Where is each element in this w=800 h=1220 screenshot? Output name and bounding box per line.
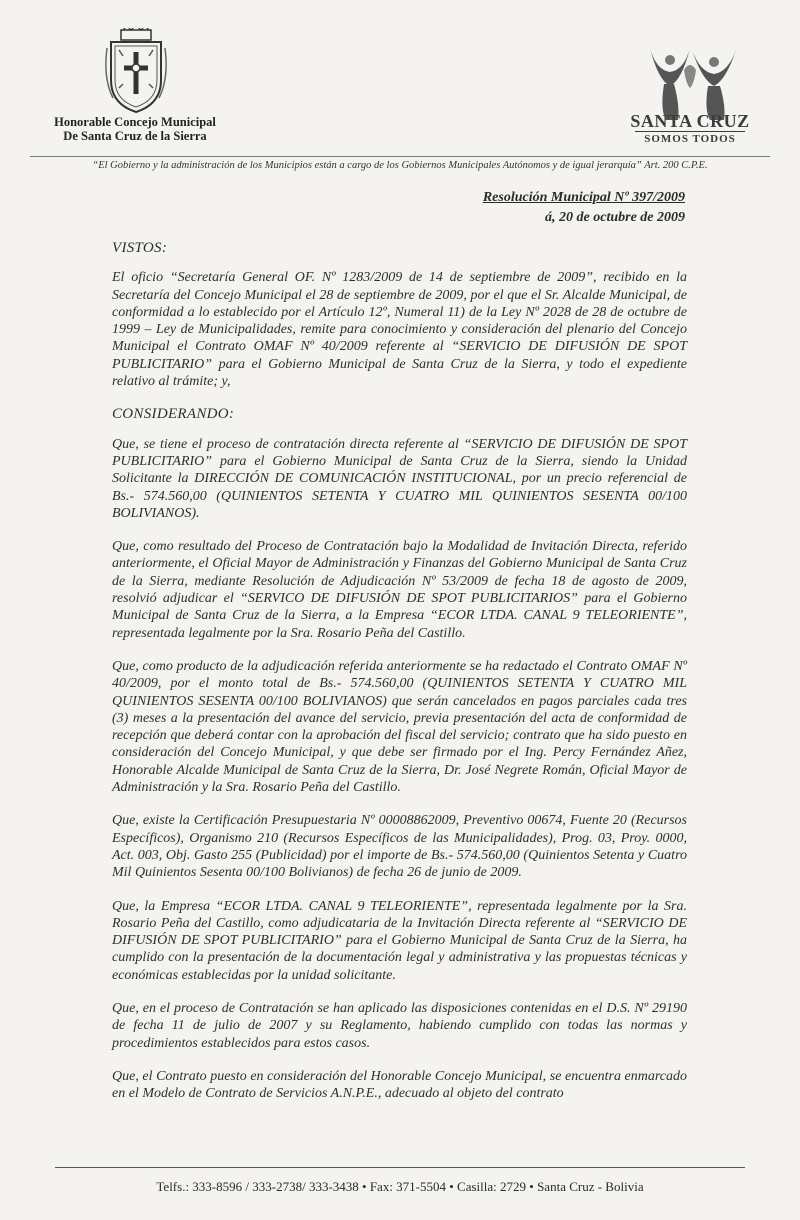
considerando-paragraph: Que, la Empresa “ECOR LTDA. CANAL 9 TELEORIENTE”, representada legalmente por la Sra. Rosario Peña del Castillo, como adjudicataria de la Invitación Directa referente al “SERVICIO DE DIFUSIÓN DE SPOT PUBLICITARIO” para el Gobierno Municipal de Santa Cruz de la Sierra, ha cumplido con la presentación de la documentación legal y administrativa y las propuestas técnicas y económicas establecidas por la unidad solicitante. xyxy=(112,898,687,983)
considerando-paragraph: Que, el Contrato puesto en consideración del Honorable Concejo Municipal, se encuentra enmarcado en el Modelo de Contrato de Servicios A.N.P.E., adecuado al objeto del contrato xyxy=(112,1068,687,1102)
vistos-paragraph: El oficio “Secretaría General OF. Nº 1283/2009 de 14 de septiembre de 2009”, recibido en la Secretaría del Concejo Municipal el 28 de septiembre de 2009, por el que el Sr. Alcalde Municipal, de conformidad a lo establecido por el Artículo 12º, Numeral 11) de la Ley Nº 2028 de 28 de octubre de 1999 – Ley de Municipalidades, remite para conocimiento y consideración del plenario del Concejo Municipal el Contrato OMAF Nº 40/2009 referente al “SERVICIO DE DIFUSIÓN DE SPOT PUBLICITARIO” para el Gobierno Municipal de Santa Cruz de la Sierra, y todo el expediente relativo al trámite; y, xyxy=(112,270,687,390)
footer-contact: Telfs.: 333-8596 / 333-2738/ 333-3438 • Fax: 371-5504 • Casilla: 2729 • Santa Cruz - Bolivia xyxy=(156,1179,644,1194)
logo-name: SANTA CRUZ xyxy=(630,111,750,131)
considerando-paragraph: Que, en el proceso de Contratación se han aplicado las disposiciones contenidas en el D.S. Nº 29190 de fecha 11 de julio de 2007 y su Reglamento, habiendo cumplido con todas las normas y procedimientos establecidos para estos casos. xyxy=(112,1000,687,1051)
vistos-heading: VISTOS: xyxy=(112,240,168,256)
resolution-number: Resolución Municipal Nº 397/2009 xyxy=(482,190,685,205)
santa-cruz-logo-text xyxy=(600,112,780,145)
considerando-heading: CONSIDERANDO: xyxy=(112,406,235,423)
logo-divider xyxy=(635,131,745,132)
considerando-paragraph: Que, como resultado del Proceso de Contratación bajo la Modalidad de Invitación Directa, referido anteriormente, el Oficial Mayor de Administración y Finanzas del Gobierno Municipal de Santa Cruz de la Sierra, mediante Resolución de Adjudicación Nº 53/2009 de fecha 18 de agosto de 2009, resolvió adjudicar el “SERVICO DE DIFUSIÓN DE SPOT PUBLICITARIOS” para el Gobierno Municipal de Santa Cruz de la Sierra, a la Empresa “ECOR LTDA. CANAL 9 TELEORIENTE”, representada legalmente por la Sra. Rosario Peña del Castillo. xyxy=(112,539,687,641)
constitution-quote: “El Gobierno y la administración de los Municipios están a cargo de los Gobiernos Municipales Autónomos y de igual jerarquía” Art. 200 C.P.E. xyxy=(92,160,708,171)
footer-divider xyxy=(55,1167,745,1168)
considerando-paragraph: Que, existe la Certificación Presupuestaria Nº 00008862009, Preventivo 00674, Fuente 20 (Recursos Específicos), Organismo 210 (Recursos Específicos de las Municipalidades), Prog. 03, Proy. 0000, Act. 003, Obj. Gasto 255 (Publicidad) por el importe de Bs.- 574.560,00 (Quinientos Setenta y Cuatro Mil Quinientos Sesenta 00/100 Bolivianos) de fecha 26 de junio de 2009. xyxy=(112,813,687,881)
council-name xyxy=(40,115,230,143)
santa-cruz-logo-icon xyxy=(630,40,750,120)
considerando-paragraph: Que, se tiene el proceso de contratación directa referente al “SERVICIO DE DIFUSIÓN DE SPOT PUBLICITARIO” para el Gobierno Municipal de Santa Cruz de la Sierra, siendo la Unidad Solicitante la DIRECCIÓN DE COMUNICACIÓN INSTITUCIONAL, por un precio referencial de Bs.- 574.560,00 (QUINIENTOS SETENTA Y CUATRO MIL QUINIENTOS SESENTA 00/100 BOLIVIANOS). xyxy=(112,436,687,521)
logo-tagline: SOMOS TODOS xyxy=(644,133,736,145)
council-name-line1: Honorable Concejo Municipal xyxy=(54,115,216,129)
document-body xyxy=(112,230,687,1118)
considerando-paragraph: Que, como producto de la adjudicación referida anteriormente se ha redactado el Contrato OMAF Nº 40/2009, por el monto total de Bs.- 574.560,00 (QUINIENTOS SETENTA Y CUATRO MIL QUINIENTOS SESENTA 00/100 BOLIVIANOS) que serán cancelados en pagos parciales cada tres (3) meses a la presentación del avance del servicio, previa presentación del acta de conformidad de recepción que deberá contar con la aprobación del fiscal del servicio; contrato que ha sido puesto en consideración del Concejo Municipal, y que debe ser firmado por el Ing. Percy Fernández Añez, Honorable Alcalde Municipal de Santa Cruz de la Sierra, Dr. José Negrete Román, Oficial Mayor de Administración y la Sra. Rosario Peña del Castillo. xyxy=(112,658,687,796)
header-divider xyxy=(30,156,770,157)
resolution-date: á, 20 de octubre de 2009 xyxy=(545,210,685,225)
council-name-line2: De Santa Cruz de la Sierra xyxy=(63,129,207,143)
coat-of-arms-icon xyxy=(105,28,167,114)
